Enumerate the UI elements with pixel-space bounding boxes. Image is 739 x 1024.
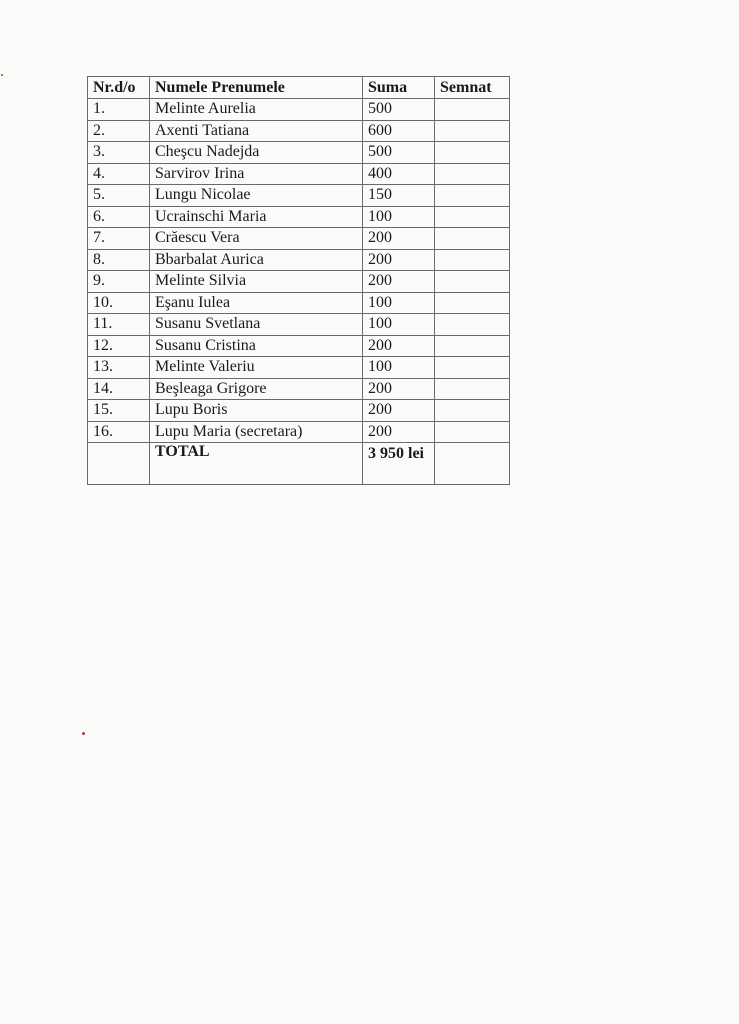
row-signature-cell <box>435 335 510 357</box>
row-sum: 500 <box>363 142 435 164</box>
row-sum: 200 <box>363 335 435 357</box>
table-row <box>88 120 510 142</box>
row-sum: 200 <box>363 249 435 271</box>
row-name: Lupu Boris <box>150 400 363 422</box>
row-number: 13. <box>88 357 150 379</box>
row-signature-cell <box>435 378 510 400</box>
header-sign: Semnat <box>435 77 510 99</box>
row-sum: 100 <box>363 206 435 228</box>
row-sum: 200 <box>363 228 435 250</box>
row-sum: 400 <box>363 163 435 185</box>
row-sum: 600 <box>363 120 435 142</box>
row-sum: 100 <box>363 314 435 336</box>
row-signature-cell <box>435 120 510 142</box>
row-number: 1. <box>88 99 150 121</box>
row-number: 14. <box>88 378 150 400</box>
row-number: 15. <box>88 400 150 422</box>
table-row <box>88 142 510 164</box>
row-name: Eşanu Iulea <box>150 292 363 314</box>
row-number: 7. <box>88 228 150 250</box>
scan-speck <box>82 732 85 735</box>
row-number: 11. <box>88 314 150 336</box>
table-row <box>88 185 510 207</box>
payment-list-table <box>87 76 510 485</box>
row-sum: 200 <box>363 271 435 293</box>
row-name: Cheşcu Nadejda <box>150 142 363 164</box>
table-row <box>88 99 510 121</box>
table-row <box>88 314 510 336</box>
row-signature-cell <box>435 314 510 336</box>
row-signature-cell <box>435 421 510 443</box>
row-sum: 200 <box>363 400 435 422</box>
row-signature-cell <box>435 357 510 379</box>
row-signature-cell <box>435 292 510 314</box>
table-row <box>88 206 510 228</box>
row-number: 6. <box>88 206 150 228</box>
row-signature-cell <box>435 228 510 250</box>
row-name: Melinte Valeriu <box>150 357 363 379</box>
row-signature-cell <box>435 206 510 228</box>
row-name: Melinte Silvia <box>150 271 363 293</box>
row-sum: 200 <box>363 378 435 400</box>
row-number: 5. <box>88 185 150 207</box>
row-name: Lupu Maria (secretara) <box>150 421 363 443</box>
row-sum: 200 <box>363 421 435 443</box>
table-row <box>88 357 510 379</box>
table-row <box>88 271 510 293</box>
table-body <box>88 99 510 443</box>
table-row <box>88 292 510 314</box>
table-row <box>88 249 510 271</box>
row-name: Melinte Aurelia <box>150 99 363 121</box>
total-nr-cell <box>88 443 150 485</box>
table-header-row <box>88 77 510 99</box>
row-number: 3. <box>88 142 150 164</box>
row-sum: 150 <box>363 185 435 207</box>
row-number: 10. <box>88 292 150 314</box>
total-sum: 3 950 lei <box>363 443 435 485</box>
row-name: Crăescu Vera <box>150 228 363 250</box>
table-row <box>88 378 510 400</box>
header-name: Numele Prenumele <box>150 77 363 99</box>
row-signature-cell <box>435 249 510 271</box>
total-label: TOTAL <box>150 443 363 485</box>
row-name: Susanu Svetlana <box>150 314 363 336</box>
row-name: Beşleaga Grigore <box>150 378 363 400</box>
total-row <box>88 443 510 485</box>
table-row <box>88 400 510 422</box>
row-signature-cell <box>435 163 510 185</box>
row-name: Axenti Tatiana <box>150 120 363 142</box>
row-signature-cell <box>435 400 510 422</box>
row-number: 9. <box>88 271 150 293</box>
scan-speck <box>1 74 3 76</box>
row-signature-cell <box>435 142 510 164</box>
row-name: Lungu Nicolae <box>150 185 363 207</box>
total-sign-cell <box>435 443 510 485</box>
header-sum: Suma <box>363 77 435 99</box>
row-sum: 100 <box>363 357 435 379</box>
row-name: Ucrainschi Maria <box>150 206 363 228</box>
row-sum: 100 <box>363 292 435 314</box>
row-name: Bbarbalat Aurica <box>150 249 363 271</box>
row-signature-cell <box>435 271 510 293</box>
table-row <box>88 421 510 443</box>
row-number: 2. <box>88 120 150 142</box>
row-name: Sarvirov Irina <box>150 163 363 185</box>
table-row <box>88 228 510 250</box>
row-sum: 500 <box>363 99 435 121</box>
row-signature-cell <box>435 99 510 121</box>
row-number: 16. <box>88 421 150 443</box>
table-row <box>88 335 510 357</box>
row-number: 8. <box>88 249 150 271</box>
row-number: 12. <box>88 335 150 357</box>
table-row <box>88 163 510 185</box>
row-signature-cell <box>435 185 510 207</box>
row-number: 4. <box>88 163 150 185</box>
row-name: Susanu Cristina <box>150 335 363 357</box>
header-nr: Nr.d/o <box>88 77 150 99</box>
